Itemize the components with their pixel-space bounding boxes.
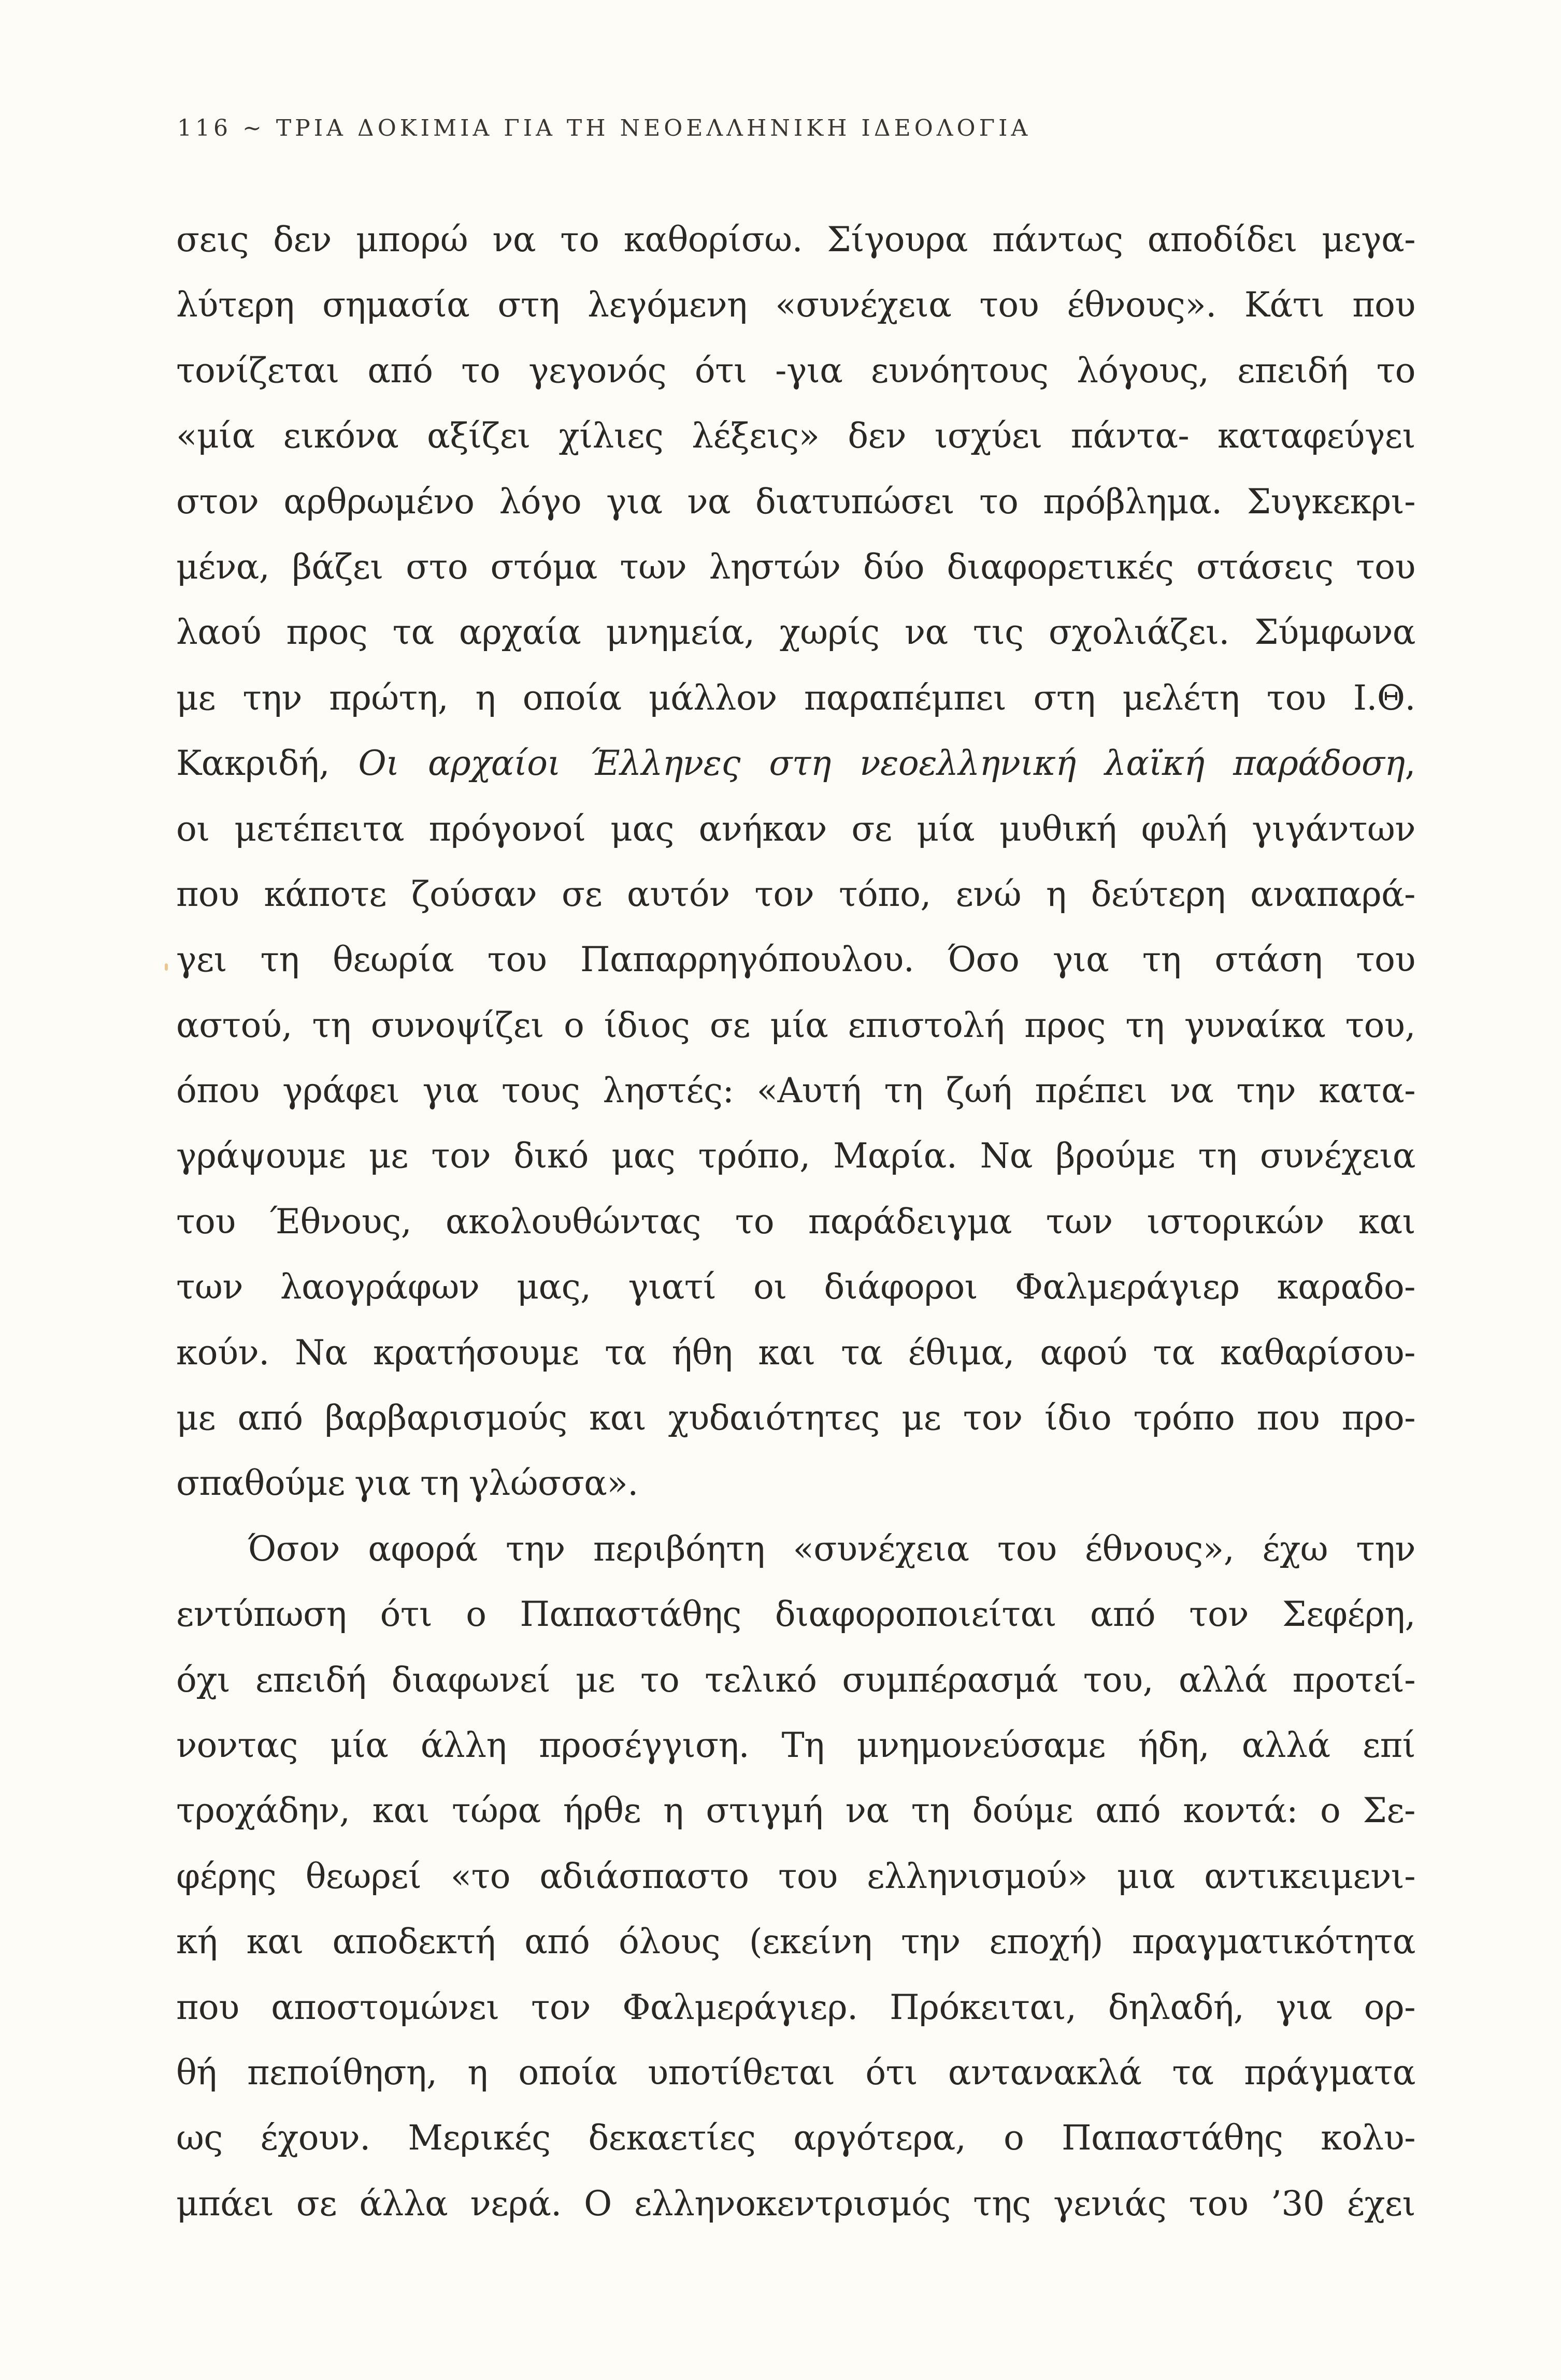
text-line: του Έθνους, ακολουθώντας το παράδειγμα των ιστορικών και bbox=[176, 1201, 1415, 1242]
text-line-with-book-title bbox=[176, 731, 1415, 796]
text-line: κή και αποδεκτή από όλους (εκείνη την εποχή) πραγματικότητα bbox=[176, 1922, 1415, 1962]
text-line: κούν. Να κρατήσουμε τα ήθη και τα έθιμα, αφού τα καθαρίσου- bbox=[176, 1332, 1415, 1373]
text-line: σεις δεν μπορώ να το καθορίσω. Σίγουρα πάντως αποδίδει μεγα- bbox=[176, 220, 1415, 259]
text-line: που αποστομώνει τον Φαλμεράγιερ. Πρόκειται, δηλαδή, για ορ- bbox=[176, 1987, 1415, 2027]
text-line: θή πεποίθηση, η οποία υποτίθεται ότι αντανακλά τα πράγματα bbox=[176, 2052, 1415, 2093]
text-line: τονίζεται από το γεγονός ότι -για ευνόητους λόγους, επειδή το bbox=[176, 350, 1415, 391]
text-line: με από βαρβαρισμούς και χυδαιότητες με τον ίδιο τρόπο που προ- bbox=[176, 1398, 1415, 1438]
text-line: όχι επειδή διαφωνεί με το τελικό συμπέρασμά του, αλλά προτεί- bbox=[176, 1660, 1415, 1700]
text-line: που κάποτε ζούσαν σε αυτόν τον τόπο, ενώ η δεύτερη αναπαρά- bbox=[176, 874, 1415, 914]
text-line: φέρης θεωρεί «το αδιάσπαστο του ελληνισμού» μια αντικειμενι- bbox=[176, 1856, 1415, 1896]
text-line: λαού προς τα αρχαία μνημεία, χωρίς να τις σχολιάζει. Σύμφωνα bbox=[176, 612, 1415, 653]
author-reference: Κακριδή, bbox=[176, 743, 359, 784]
text-line: «μία εικόνα αξίζει χίλιες λέξεις» δεν ισχύει πάντα- καταφεύγει bbox=[176, 416, 1415, 456]
text-line: των λαογράφων μας, γιατί οι διάφοροι Φαλμεράγιερ καραδο- bbox=[176, 1267, 1415, 1307]
paper-speck bbox=[165, 963, 168, 971]
text-line: νοντας μία άλλη προσέγγιση. Τη μνημονεύσαμε ήδη, αλλά επί bbox=[176, 1725, 1415, 1765]
text-line: όπου γράφει για τους ληστές: «Αυτή τη ζωή πρέπει να την κατα- bbox=[176, 1071, 1415, 1111]
text-line: γράψουμε με τον δικό μας τρόπο, Μαρία. Να βρούμε τη συνέχεια bbox=[176, 1136, 1415, 1176]
text-line: ως έχουν. Μερικές δεκαετίες αργότερα, ο Παπαστάθης κολυ- bbox=[176, 2118, 1415, 2158]
text-line: σπαθούμε για τη γλώσσα». bbox=[176, 1463, 638, 1504]
text-line: μπάει σε άλλα νερά. Ο ελληνοκεντρισμός της γενιάς του ’30 έχει bbox=[176, 2183, 1415, 2224]
running-head: 116 ~ ΤΡΙΑ ΔΟΚΙΜΙΑ ΓΙΑ ΤΗ ΝΕΟΕΛΛΗΝΙΚΗ ΙΔΕΟΛΟΓΙΑ bbox=[177, 115, 1032, 141]
text-line: στον αρθρωμένο λόγο για να διατυπώσει το πρόβλημα. Συγκεκρι- bbox=[176, 481, 1415, 522]
text-line: αστού, τη συνοψίζει ο ίδιος σε μία επιστολή προς τη γυναίκα του, bbox=[176, 1005, 1415, 1045]
text-line: εντύπωση ότι ο Παπαστάθης διαφοροποιείται από τον Σεφέρη, bbox=[176, 1594, 1415, 1635]
comma: , bbox=[1405, 743, 1415, 784]
text-line: Όσον αφορά την περιβόητη «συνέχεια του έθνους», έχω την bbox=[248, 1528, 1415, 1569]
text-line: γει τη θεωρία του Παπαρρηγόπουλου. Όσο για τη στάση του bbox=[176, 940, 1415, 980]
paragraph-1 bbox=[176, 207, 1415, 1517]
text-line: μένα, βάζει στο στόμα των ληστών δύο διαφορετικές στάσεις του bbox=[176, 546, 1415, 587]
paragraph-2 bbox=[176, 1517, 1415, 2237]
book-title-italic: Οι αρχαίοι Έλληνες στη νεοελληνική λαϊκή παράδοση bbox=[358, 743, 1405, 784]
text-line: λύτερη σημασία στη λεγόμενη «συνέχεια του έθνους». Κάτι που bbox=[176, 285, 1415, 325]
body-text bbox=[176, 207, 1415, 2237]
text-line: με την πρώτη, η οποία μάλλον παραπέμπει στη μελέτη του Ι.Θ. bbox=[176, 677, 1415, 718]
text-line: τροχάδην, και τώρα ήρθε η στιγμή να τη δούμε από κοντά: ο Σε- bbox=[176, 1791, 1415, 1831]
text-line: οι μετέπειτα πρόγονοί μας ανήκαν σε μία μυθική φυλή γιγάντων bbox=[176, 809, 1415, 849]
